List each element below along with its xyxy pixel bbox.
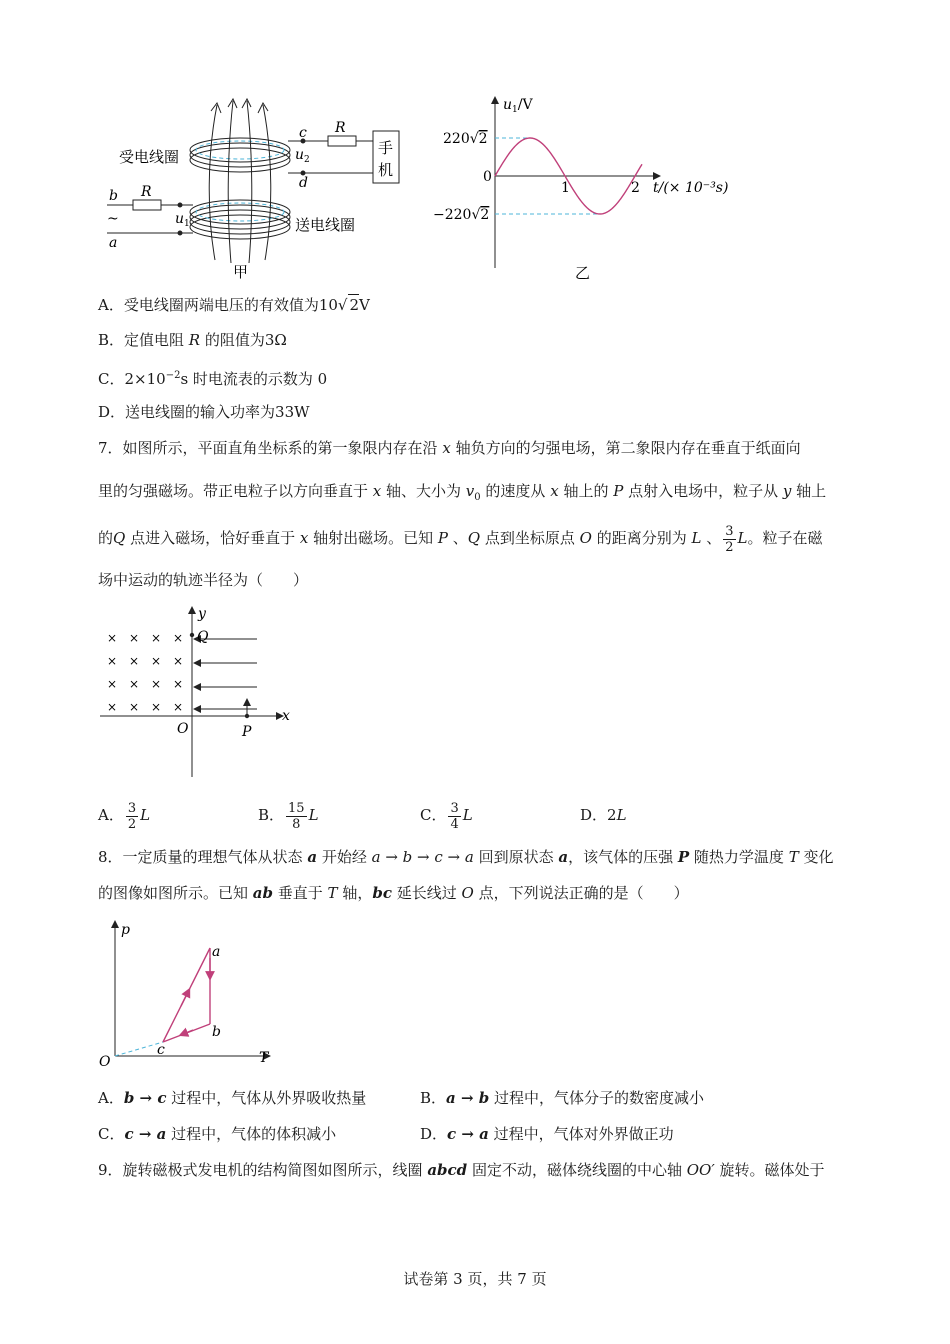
d-label: d — [299, 175, 308, 191]
voltage-waveform-chart — [425, 90, 745, 285]
q7-Q-label: Q — [197, 629, 209, 645]
point-Q — [190, 633, 194, 637]
receiving-coil-label: 受电线圈 — [119, 148, 180, 166]
q8-b-label: b — [212, 1024, 221, 1040]
field-cross: × — [107, 654, 118, 668]
field-cross: × — [129, 631, 140, 645]
q8-option-C: C．c → a 过程中，气体的体积减小 — [98, 1125, 337, 1143]
field-cross: × — [151, 700, 162, 714]
chart-x-tick-1: 1 — [561, 180, 570, 196]
field-cross: × — [107, 700, 118, 714]
receiving-coil — [190, 138, 290, 172]
u2-label: $u_2$ — [295, 147, 310, 165]
q7-P-label: P — [242, 724, 252, 740]
phone-label-top: 手 — [378, 139, 394, 157]
c-label: c — [299, 125, 307, 141]
q7-option-C: C． $\frac{3}{4}$ L — [420, 800, 473, 832]
q7-line-3: 的Q 点进入磁场，恰好垂直于 x 轴射出磁场。已知 P 、Q 点到坐标原点 O 的距离分别为 L 、 $\frac{3}{2}$ L。粒子在磁 — [98, 523, 823, 555]
ac-source-symbol: ~ — [107, 211, 119, 227]
figure-caption-jia: 甲 — [233, 263, 249, 281]
field-cross: × — [129, 677, 140, 691]
field-cross: × — [151, 654, 162, 668]
field-cross: × — [173, 700, 184, 714]
q8-c-label: c — [157, 1042, 165, 1058]
field-cross: × — [173, 677, 184, 691]
field-cross: × — [107, 631, 118, 645]
q7-option-D: D．2L — [580, 806, 627, 824]
sending-coil-label: 送电线圈 — [295, 216, 356, 234]
q8-p-label: p — [121, 922, 130, 938]
chart-x-tick-2: 2 — [631, 180, 640, 196]
electric-field-lines — [197, 639, 257, 716]
q8-a-label: a — [212, 944, 221, 960]
q8-pT-figure — [95, 918, 285, 1070]
q6-option-D: D．送电线圈的输入功率为33W — [98, 403, 310, 421]
field-lines — [209, 99, 271, 263]
q8-O-label: O — [99, 1054, 111, 1070]
q8-option-A: A．b → c 过程中，气体从外界吸收热量 — [98, 1089, 367, 1107]
field-cross: × — [173, 631, 184, 645]
q7-option-B: B． $\frac{15}{8}$ L — [258, 800, 319, 832]
R-top-label: R — [335, 120, 346, 136]
R-bottom-label: R — [141, 184, 152, 200]
magnetic-field-crosses — [107, 631, 183, 714]
q7-line-1: 7．如图所示，平面直角坐标系的第一象限内存在沿 x 轴负方向的匀强电场，第二象限内存在垂直于纸面向 — [98, 439, 801, 457]
q7-field-figure — [95, 602, 305, 782]
q8-option-D: D．c → a 过程中，气体对外界做正功 — [420, 1125, 674, 1143]
a-label: a — [109, 235, 118, 251]
q6-option-C: C．$2\times 10^{-2}s$ 时电流表的示数为 0 — [98, 370, 328, 388]
q8-T-label: T — [259, 1050, 269, 1066]
u1-label: $u_1$ — [175, 211, 190, 229]
q7-option-A: A． $\frac{3}{2}$ L — [98, 800, 151, 832]
chart-origin-label: 0 — [483, 169, 492, 185]
chart-x-label: t/(× 10⁻³s) — [653, 180, 729, 196]
chart-y-max-label: 220√2 — [443, 131, 488, 147]
b-label: b — [109, 188, 118, 204]
q7-O-label: O — [177, 721, 189, 737]
q8-extension-line — [115, 1042, 163, 1056]
q7-x-label: x — [282, 708, 290, 724]
q7-line-2: 里的匀强磁场。带正电粒子以方向垂直于 x 轴、大小为 $v_0$ 的速度从 x 轴上的 P 点射入电场中，粒子从 y 轴上 — [98, 482, 827, 503]
q7-y-label: y — [198, 606, 206, 622]
chart-y-label: $u_1/V$ — [503, 97, 533, 115]
figure-caption-yi: 乙 — [575, 264, 591, 282]
point-P — [245, 714, 249, 718]
sending-coil — [190, 200, 290, 239]
field-cross: × — [129, 700, 140, 714]
page-footer: 试卷第 3 页，共 7 页 — [403, 1270, 547, 1288]
q6-option-B: B．定值电阻 R 的阻值为3Ω — [98, 331, 287, 349]
q8-line-1: 8．一定质量的理想气体从状态 a 开始经 a → b → c → a 回到原状态 a，该气体的压强 P 随热力学温度 T 变化 — [98, 848, 834, 866]
field-cross: × — [173, 654, 184, 668]
field-cross: × — [151, 677, 162, 691]
q7-line-4: 场中运动的轨迹半径为（ ） — [98, 571, 309, 589]
q6-option-A: A．受电线圈两端电压的有效值为10√ 2V — [98, 296, 370, 314]
chart-y-min-label: −220√2 — [433, 207, 490, 223]
q8-option-B: B．a → b 过程中，气体分子的数密度减小 — [420, 1089, 705, 1107]
q9-line-1: 9．旋转磁极式发电机的结构简图如图所示，线圈 abcd 固定不动，磁体绕线圈的中心轴 OO′ 旋转。磁体处于 — [98, 1161, 825, 1179]
q8-line-2: 的图像如图所示。已知 ab 垂直于 T 轴，bc 延长线过 O 点，下列说法正确的是（ ） — [98, 884, 689, 902]
field-cross: × — [107, 677, 118, 691]
figure-wireless-charging — [95, 95, 415, 285]
field-cross: × — [129, 654, 140, 668]
q8-cycle — [163, 948, 210, 1042]
phone-label-bottom: 机 — [378, 161, 394, 179]
field-cross: × — [151, 631, 162, 645]
